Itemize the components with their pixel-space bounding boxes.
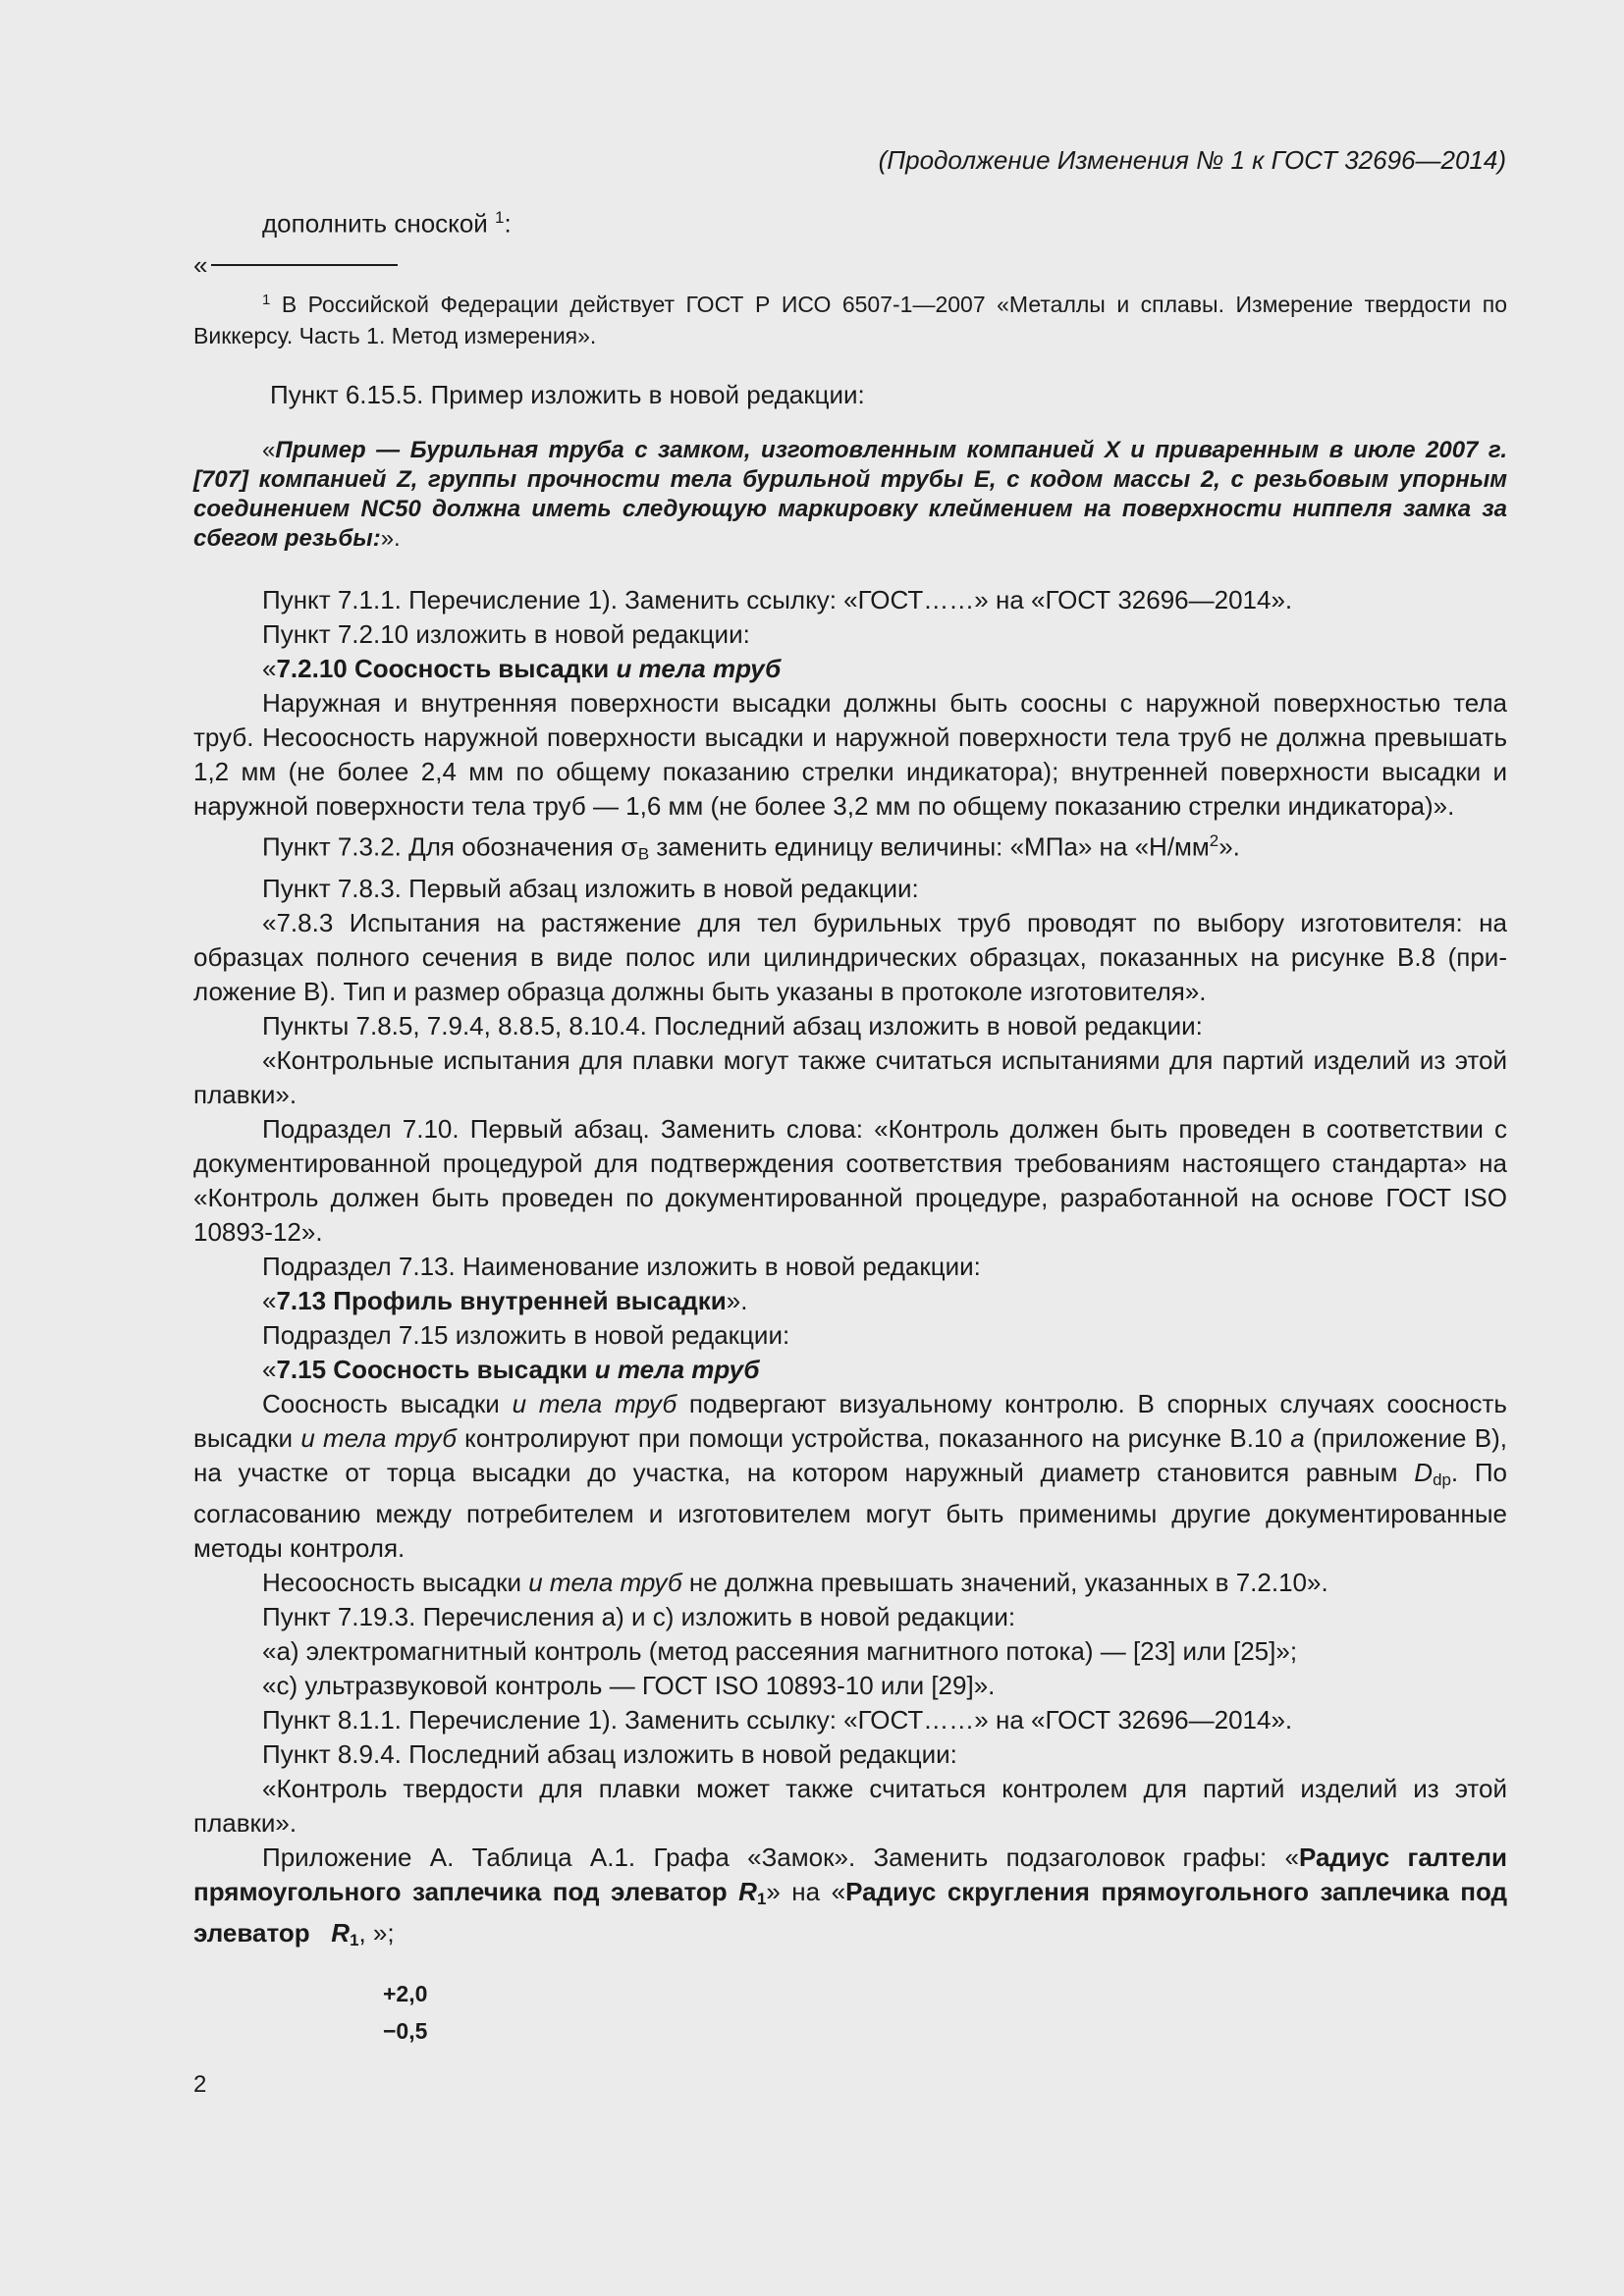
tolerance-minus: −0,5 — [383, 2018, 428, 2044]
clause-7-2-10-body: Наружная и внутренняя поверхности высадки должны быть соосны с наружной поверхностью тела труб. Несоосность наружной поверхности высадки и наружной поверхности тела труб не должна превышать 1,2 мм (не более 2,4 мм по общему показанию стрелки индикатора); внутренней поверхности высадки и наружной поверхности тела труб — 1,6 мм (не более 3,2 мм по общему показанию стрелки индикатора)». — [193, 688, 1507, 821]
footnote-text: $^1$ В Российской Федерации действует ГОСТ Р ИСО 6507-1—2007 «Металлы и сплавы. Измерение твердости по Виккерсу. Часть 1. Метод измерения». — [193, 292, 1507, 349]
tolerance-plus: +2,0 — [383, 1981, 428, 2006]
heading-7-13: «7.13 Профиль внутренней высадки». — [262, 1285, 748, 1315]
footnote-separator: « — [193, 250, 398, 280]
clause-7-15-misalignment: Несоосность высадки и тела труб не должна превышать значений, указанных в 7.2.10». — [262, 1567, 1328, 1597]
page-number: 2 — [193, 2071, 207, 2098]
appendix-a-change: Приложение А. Таблица А.1. Графа «Замок». Заменить подзаголовок графы: «Радиус галтели прямоугольного заплечика под элеватор $R_1$» на «Радиус скругления прямоугольного заплечика под элеватор $R_1$, »; — [193, 1842, 1508, 1950]
clause-7-19-3-intro: Пункт 7.19.3. Перечисления а) и с) изложить в новой редакции: — [262, 1601, 1016, 1631]
clause-8-1-1: Пункт 8.1.1. Перечисление 1). Заменить ссылку: «ГОСТ……» на «ГОСТ 32696—2014». — [262, 1704, 1293, 1735]
clause-7-15-intro: Подраздел 7.15 изложить в новой редакции: — [262, 1319, 790, 1350]
running-header: (Продолжение Изменения № 1 к ГОСТ 32696—2014) — [878, 145, 1506, 175]
clause-7-19-3-c: «с) ультразвуковой контроль — ГОСТ ISO 10893-10 или [29]». — [262, 1670, 996, 1700]
clause-7-3-2: Пункт 7.3.2. Для обозначения $\sigma_B$ заменить единицу величины: «МПа» на «$Н/мм^2$». — [262, 831, 1240, 864]
heading-7-15: «7.15 Соосность высадки и тела труб — [262, 1354, 760, 1384]
clause-7-8-5-body: «Контрольные испытания для плавки могут также считаться испытаниями для партий изделий из этой плавки». — [193, 1044, 1507, 1109]
footnote-instruction: дополнить сноской $^1$: — [262, 208, 512, 239]
heading-7-2-10: «7.2.10 Соосность высадки и тела труб — [262, 654, 782, 683]
footnote-rule — [211, 264, 398, 266]
clause-7-15-body: Соосность высадки и тела труб подвергают визуальному контролю. В спорных случаях соосность высадки и тела труб контролируют при помощи устройства, показанного на рисунке В.10 а (приложение В), на участке от торца высадки до участка, на котором наружный диаметр становится равным $D_{dp}$. По согласованию между потребителем и изготовителем могут быть применимы другие документированные методы контроля. — [193, 1388, 1507, 1563]
clause-7-8-3-body: «7.8.3 Испытания на растяжение для тел бурильных труб проводят по выбору изготовителя: на образцах полного сечения в виде полос или цилиндрических образцах, показанных на рисунке В.8 (приложение В). Тип и размер образца должны быть указаны в протоколе изготовителя». — [193, 907, 1507, 1006]
clause-8-9-4-body: «Контроль твердости для плавки может также считаться контролем для партий изделий из этой плавки». — [193, 1773, 1507, 1838]
clause-8-9-4-intro: Пункт 8.9.4. Последний абзац изложить в новой редакции: — [262, 1738, 957, 1769]
main-text — [193, 583, 1507, 1957]
clause-7-2-10-intro: Пункт 7.2.10 изложить в новой редакции: — [262, 619, 750, 649]
clause-7-13-intro: Подраздел 7.13. Наименование изложить в новой редакции: — [262, 1251, 981, 1281]
clause-7-19-3-a: «а) электромагнитный контроль (метод рассеяния магнитного потока) — [23] или [25]»; — [262, 1635, 1298, 1666]
clause-7-10: Подраздел 7.10. Первый абзац. Заменить слова: «Контроль должен быть проведен в соответствии с документированной процедурой для подтверждения соответствия требованиям настоящего стандарта» на «Контроль должен быть проведен по документированной процедуре, разработанной на основе ГОСТ ISO 10893-12». — [193, 1113, 1507, 1247]
clause-6-15-5: Пункт 6.15.5. Пример изложить в новой редакции: — [270, 380, 865, 409]
example-block: «Пример — Бурильная труба с замком, изготовленным компанией X и приваренным в июле 2007 г. [707] компанией Z, группы прочности тела бурильной трубы E, с кодом массы 2, с резьбовым упорным соединением NC50 должна иметь следующую маркировку клеймением на поверхности ниппеля замка за сбегом резьбы:». — [193, 437, 1507, 552]
clause-7-8-5-intro: Пункты 7.8.5, 7.9.4, 8.8.5, 8.10.4. Последний абзац изложить в новой редакции: — [262, 1010, 1203, 1041]
clause-7-8-3-intro: Пункт 7.8.3. Первый абзац изложить в новой редакции: — [262, 873, 919, 903]
clause-7-1-1: Пункт 7.1.1. Перечисление 1). Заменить ссылку: «ГОСТ……» на «ГОСТ 32696—2014». — [262, 585, 1293, 614]
